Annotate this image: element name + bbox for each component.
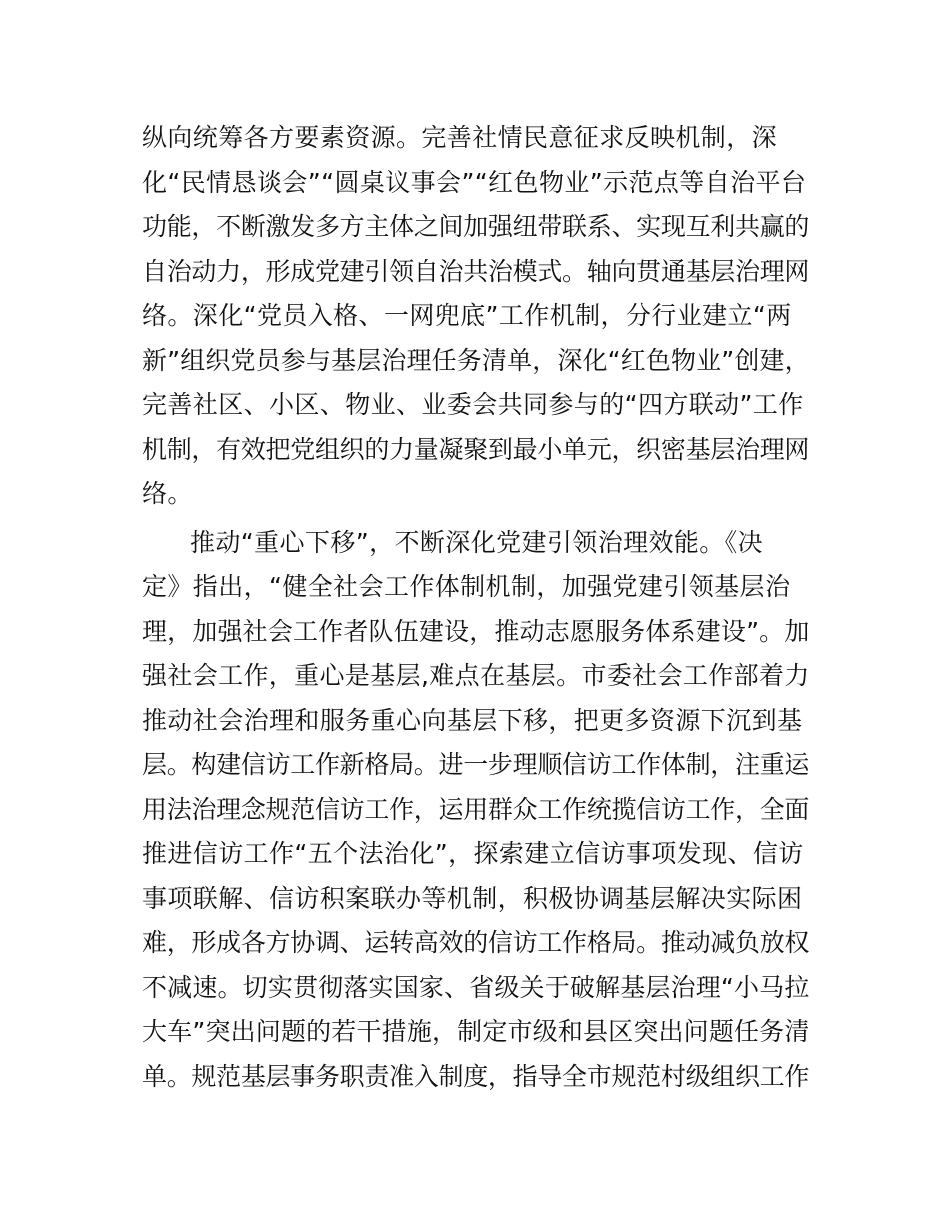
paragraph-line: 大车”突出问题的若干措施，制定市级和县区突出问题任务清 bbox=[142, 1017, 810, 1046]
paragraph-line: 络。 bbox=[142, 479, 193, 508]
paragraph-line: 单。规范基层事务职责准入制度，指导全市规范村级组织工作 bbox=[142, 1062, 810, 1091]
paragraph-line: 用法治理念规范信访工作，运用群众工作统揽信访工作，全面 bbox=[142, 795, 810, 824]
paragraph-line: 络。深化“党员入格、一网兜底”工作机制，分行业建立“两 bbox=[142, 301, 792, 330]
paragraph-line: 功能，不断激发多方主体之间加强纽带联系、实现互利共赢的 bbox=[142, 212, 810, 241]
paragraph-line: 难，形成各方协调、运转高效的信访工作格局。推动减负放权 bbox=[142, 928, 810, 957]
paragraph-line: 事项联解、信访积案联办等机制，积极协调基层解决实际困 bbox=[142, 884, 803, 913]
paragraph-line: 化“民情恳谈会”“圆桌议事会”“红色物业”示范点等自治平台 bbox=[142, 168, 807, 197]
paragraph-line: 定》指出，“健全社会工作体制机制，加强党建引领基层治 bbox=[142, 572, 791, 601]
paragraph-line: 完善社区、小区、物业、业委会共同参与的“四方联动”工作 bbox=[142, 390, 804, 419]
paragraph-line: 层。构建信访工作新格局。进一步理顺信访工作体制，注重运 bbox=[142, 750, 810, 779]
paragraph-line: 推进信访工作“五个法治化”，探索建立信访事项发现、信访 bbox=[142, 839, 804, 868]
paragraph-line: 理，加强社会工作者队伍建设，推动志愿服务体系建设”。加 bbox=[142, 617, 810, 646]
paragraph-line: 推动社会治理和服务重心向基层下移，把更多资源下沉到基 bbox=[142, 706, 803, 735]
paragraph-line: 机制，有效把党组织的力量凝聚到最小单元，织密基层治理网 bbox=[142, 435, 810, 464]
paragraph-line: 推动“重心下移”，不断深化党建引领治理效能。《决 bbox=[190, 528, 764, 557]
paragraph-line: 强社会工作，重心是基层,难点在基层。市委社会工作部着力 bbox=[142, 661, 810, 690]
paragraph-line: 自治动力，形成党建引领自治共治模式。轴向贯通基层治理网 bbox=[142, 257, 810, 286]
paragraph-line: 新”组织党员参与基层治理任务清单，深化“红色物业”创建， bbox=[142, 346, 810, 375]
paragraph-line: 不减速。切实贯彻落实国家、省级关于破解基层治理“小马拉 bbox=[142, 973, 810, 1002]
paragraph-line: 纵向统筹各方要素资源。完善社情民意征求反映机制，深 bbox=[142, 123, 778, 152]
